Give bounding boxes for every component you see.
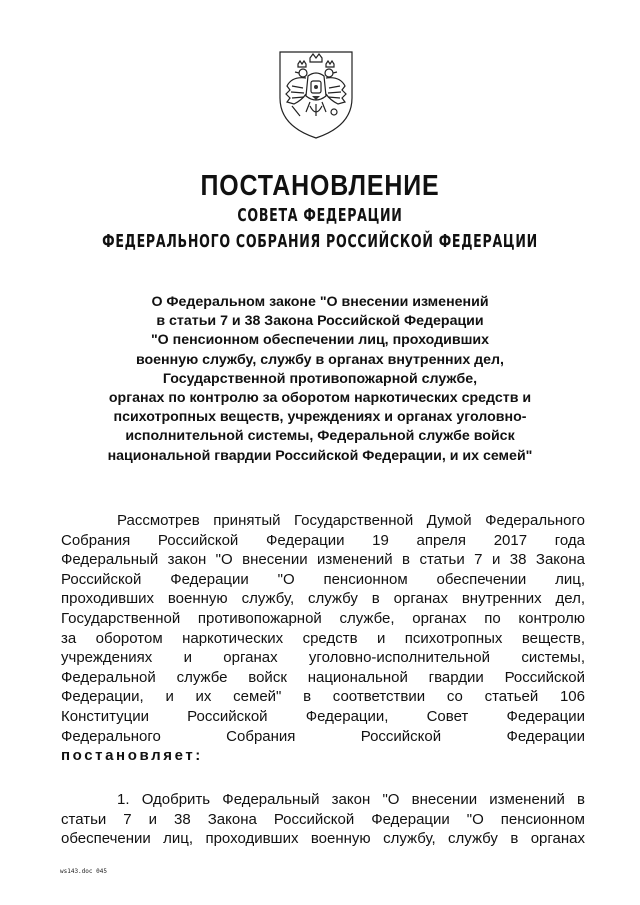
body-line: Федерации, и их семей" в соответствии со статьей 106: [61, 688, 585, 706]
clause-line: статьи 7 и 38 Закона Российской Федерации "О пенсионном: [61, 810, 585, 828]
body-line: Государственной противопожарной службе, органах по контролю: [61, 609, 585, 627]
body-line: проходивших военную службу, службу в органах внутренних дел,: [61, 590, 585, 608]
issuer-line-2: ФЕДЕРАЛЬНОГО СОБРАНИЯ РОССИЙСКОЙ ФЕДЕРАЦИИ: [102, 232, 538, 252]
subject-line: О Федеральном законе "О внесении изменений: [151, 294, 489, 310]
subject-line: военную службу, службу в органах внутренних дел,: [135, 351, 505, 368]
coat-of-arms-icon: [270, 46, 362, 142]
body-line: Конституции Российской Федерации, Совет Федерации: [61, 707, 585, 725]
decree-word: постановляет:: [61, 747, 203, 765]
clause-line: 1. Одобрить Федеральный закон "О внесении изменений в: [117, 791, 585, 808]
body-line: Федеральной службе войск национальной гвардии Российской: [61, 668, 585, 686]
clause-1: [61, 790, 585, 849]
clause-line: обеспечении лиц, проходивших военную службу, службу в органах: [61, 830, 585, 848]
subject-line: "О пенсионном обеспечении лиц, проходивших: [150, 332, 490, 349]
body-line: Собрания Российской Федерации 19 апреля 2017 года: [61, 531, 585, 549]
file-reference: ws143.doc 045: [60, 868, 107, 875]
subject-line: Государственной противопожарной службе,: [162, 370, 478, 387]
issuer-line-1: СОВЕТА ФЕДЕРАЦИИ: [237, 206, 403, 226]
preamble-paragraph: [61, 511, 585, 766]
body-line: Российской Федерации "О пенсионном обеспечении лиц,: [61, 570, 585, 588]
body-line: Федерального Собрания Российской Федерации: [61, 727, 585, 745]
subject-line: психотропных веществ, учреждениях и органах уголовно-: [113, 409, 527, 426]
document-title: ПОСТАНОВЛЕНИЕ: [200, 170, 440, 202]
subject-line: исполнительной системы, Федеральной службе войск: [125, 428, 515, 445]
body-line: Рассмотрев принятый Государственной Думой Федерального: [117, 512, 585, 529]
subject-line: органах по контролю за оборотом наркотических средств и: [108, 390, 532, 407]
body-line: за оборотом наркотических средств и психотропных веществ,: [61, 629, 585, 647]
subject-line: в статьи 7 и 38 Закона Российской Федерации: [156, 313, 484, 330]
body-line: учреждениях и органах уголовно-исполнительной системы,: [61, 649, 585, 667]
subject-line: национальной гвардии Российской Федерации, и их семей": [107, 447, 533, 464]
body-line: Федеральный закон "О внесении изменений в статьи 7 и 38 Закона: [61, 551, 585, 569]
resolution-subject: [60, 293, 580, 466]
